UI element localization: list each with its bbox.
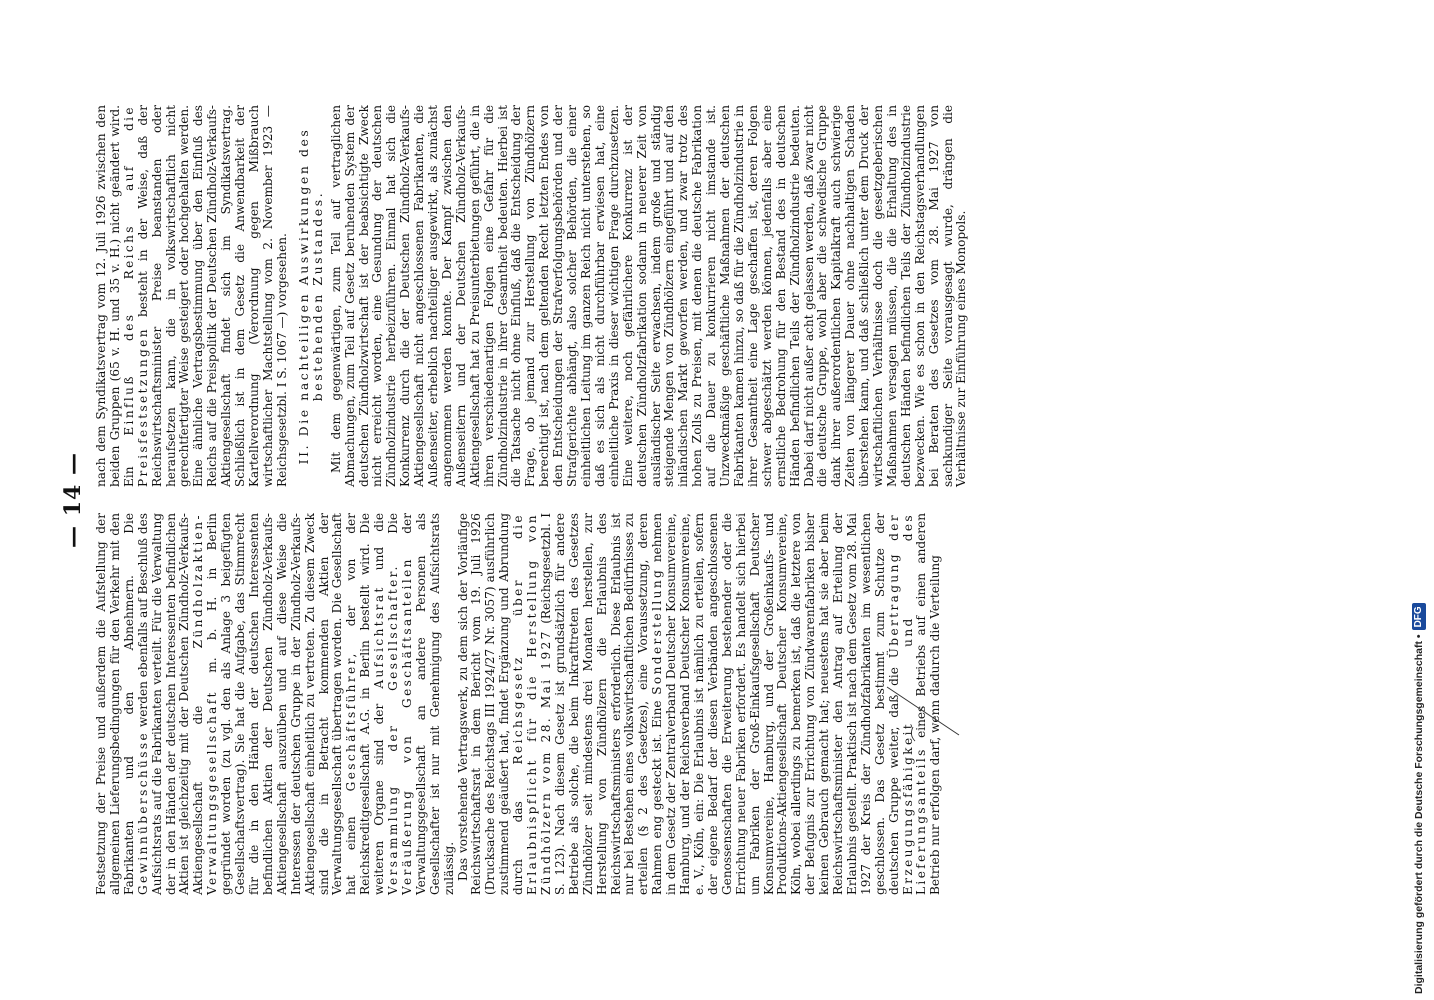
text-run: werden ebenfalls auf Beschluß des Aufsichtsrats auf die Fabrikanten verteilt. Für die Verwaltung der in den Händen der deutschen Interessenten befindlichen Aktien ist gleichzeitig mit der Deutschen Zündholz-Verkaufs-Aktiengesellschaft die (135, 513, 206, 895)
left-column (95, 513, 943, 895)
page-number: — 14 — (60, 452, 86, 548)
text-run: nehmen in dem Gesetz der Zentralverband Deutscher Konsumvereine, Hamburg, und der Reichsverband Deutscher Konsumvereine, e. V., Köln, ein: Die Erlaubnis ist nämlich zu erteilen, sofern der eigene Bedarf der diesen Verbänden angeschlossenen Genossenschaften die Erweiterung bestehender oder die Errichtung neuer Fabriken erfordert. Es handelt sich hierbei um Fabriken der Groß-Einkaufsgesellschaft Deutscher Konsumvereine, Hamburg, und der Großeinkaufs- und Produktions-Aktiengesellschaft Deutscher Konsumvereine, Köln, wobei allerdings zu bemerken ist, daß die letztere von der Befugnis zur Errichtung von Zündwarenfabriken bisher keinen Gebrauch gemacht hat; neuestens hat sie aber beim Reichswirtschaftsminister den Antrag auf Erteilung der Erlaubnis gestellt. Praktisch ist nach dem Gesetz vom 28. Mai 1927 der Kreis der Zündholzfabrikanten im wesentlichen geschlossen. Das Gesetz bestimmt zum Schutze der deutschen Gruppe weiter, daß die (650, 513, 901, 895)
text-run: Festsetzung der Preise und außerdem die Aufstellung der allgemeinen Lieferungsbedingungen für den Verkehr mit den Fabrikanten und den Abnehmern. Die (94, 513, 136, 895)
text-run: m. b. H. in Berlin gegründet worden (zu vgl. den als Anlage 3 beigefügten Gesellschaftsvertrag). Sie hat die Aufgabe, das Stimmrecht für die in den Händen der deutschen Interessenten befindlichen Aktien der Deutschen Zündholz-Verkaufs-Aktiengesellschaft auszuüben und auf diese Weise die Interessen der deutschen Gruppe in der Zündholz-Verkaufs-Aktiengesellschaft einheitlich zu vertreten. Zu diesem Zweck sind die in Betracht kommenden Aktien der Verwaltungsgesellschaft übertragen worden. Die Gesellschaft hat einen (205, 513, 359, 895)
left-paragraph-2 (457, 513, 944, 895)
right-paragraph-2: Mit dem gegenwärtigen, zum Teil auf vertraglichen Abmachungen, zum Teil auf Gesetz beruhenden System der deutschen Zündholzwirtschaft ist der beabsichtigte Zweck nicht erreicht worden, eine Gesundung der deutschen Zündholzindustrie herbeizuführen. Einmal hat sich die Konkurrenz durch die der Deutschen Zündholz-Verkaufs-Aktiengesellschaft nicht angeschlossenen Fabrikanten, die Außenseiter, erheblich nachteiliger ausgewirkt, als zunächst angenommen werden konnte. Der Kampf zwischen den Außenseitern und der Deutschen Zündholz-Verkaufs-Aktiengesellschaft hat zu Preisunterbietungen geführt, die in ihren verschiedenartigen Folgen eine Gefahr für die Zündholzindustrie in ihrer Gesamtheit bedeuten. Hierbei ist die Tatsache nicht ohne Einfluß, daß die Entscheidung der Frage, ob jemand zur Herstellung von Zündhölzern berechtigt ist, nach dem geltenden Recht letzten Endes von den Entscheidungen der Strafverfolgungsbehörden und der Strafgerichte abhängt, also solcher Behörden, die einer einheitlichen Leitung im ganzen Reich nicht unterstehen, so daß es sich als nicht durchführbar erwiesen hat, eine einheitliche Praxis in dieser wichtigen Frage durchzusetzen. Eine weitere, noch gefährlichere Konkurrenz ist der deutschen Zündholzfabrikation sodann in neuerer Zeit von ausländischer Seite erwachsen, indem große und ständig steigende Mengen von Zündhölzern eingeführt und auf den inländischen Markt geworfen werden, und zwar trotz des hohen Zolls zu Preisen, mit denen die deutsche Fabrikation auf die Dauer zu konkurrieren nicht imstande ist. Unzweckmäßige geschäftliche Maßnahmen der deutschen Fabrikanten kamen hinzu, so daß für die Zündholzindustrie in ihrer Gesamtheit eine Lage geschaffen ist, deren Folgen schwer abgeschätzt werden können, jedenfalls aber eine ernstliche Bedrohung für den Bestand des in deutschen Händen befindlichen Teils der Zündholzindustrie bedeuten. Dabei darf nicht außer acht gelassen werden, daß zwar nicht die deutsche Gruppe, wohl aber die schwedische Gruppe dank ihrer außerordentlichen Kapitalkraft auch schwierige Zeiten von längerer Dauer ohne nachhaltigen Schaden überstehen kann, und daß schließlich unter dem Druck der wirtschaftlichen Verhältnisse doch die gesetzgeberischen Maßnahmen versagen müssen, die die Erhaltung des in deutschen Händen befindlichen Teils der Zündholzindustrie bezwecken. Wie es schon in den Reichstagsverhandlungen bei Beraten des Gesetzes vom 28. Mai 1927 von sachkundiger Seite vorausgesagt wurde, drängen die Verhältnisse zur Einführung eines Monopols. (328, 105, 969, 487)
section-heading-line-1: II. Die nachteiligen Auswirkungen des (295, 127, 311, 465)
spaced-term: Gewinnüberschüsse (135, 730, 150, 895)
text-run: der von der Reichskreditgesellschaft A.G. in Berlin bestellt wird. Die weiteren Organe sind der (344, 513, 387, 895)
digitization-credit (1408, 8, 1430, 998)
text-run: und die (372, 513, 387, 571)
credit-text: Digitalisierung gefördert durch die Deutsche Forschungsgemeinschaft • (1413, 634, 1425, 994)
spaced-term: Veräußerung von Geschäftsanteilen (399, 557, 414, 895)
spaced-term: Zündholzaktien-Verwaltungsgesellschaft (191, 513, 220, 895)
text-run: (Reichsgesetzbl. I S. 123). Nach diesem Gesetz ist grundsätzlich für andere Betriebe als solche, die beim Inkrafttreten des Gesetzes Zündhölzer seit mindestens drei Monaten herstellen, zur Herstellung von Zündhölzern die Erlaubnis des Reichswirtschaftsministers erforderlich. Diese Erlaubnis ist nur bei Bestehen eines volkswirtschaftlichen Bedürfnisses zu erteilen (§ 2 des Gesetzes), eine Voraussetzung, deren Rahmen eng gesteckt ist. Eine (539, 513, 665, 895)
text-run: besteht in der Weise, daß der Reichswirtschaftsminister Preise beanstanden oder heraufsetzen kann, die in volkswirtschaftlich nicht gerechtfertigter Weise gesteigert oder hochgehalten werden. Eine ähnliche Vertragsbestimmung über den Einfluß des Reichs auf die Preispolitik der Deutschen Zündholz-Verkaufs-Aktiengesellschaft findet sich im Syndikatsvertrag. Schließlich ist in dem Gesetz die Anwendbarkeit der Kartellverordnung (Verordnung gegen Mißbrauch wirtschaftlicher Machtstellung vom 2. November 1923 — Reichsgesetzbl. I S. 1067 —) vorgesehen. (135, 105, 289, 487)
pencil-mark (885, 685, 965, 745)
text-run: Die (386, 513, 401, 534)
spaced-term: Versammlung der Gesellschafter. (386, 564, 401, 895)
left-paragraph-1 (95, 513, 457, 895)
right-paragraph-1 (95, 105, 290, 487)
spaced-term: Übertragung der Erzeugungsfähigkeit und des Lieferungsanteils (886, 513, 929, 895)
spaced-term: Einfluß des Reichs auf die Preisfestsetzungen (121, 105, 150, 487)
right-column (95, 105, 969, 487)
spaced-term: Reichsgesetz über die Erlaubnispflicht für die Herstellung von Zündhölzern vom 28. Mai 1927 (511, 513, 553, 895)
spaced-term: Geschäftsführer, (344, 651, 359, 792)
text-run: nach dem Syndikatsvertrag vom 12. Juli 1926 zwischen den beiden Gruppen (65 v. H. und 35 v. H.) nicht geändert wird. Ein (94, 105, 136, 487)
spaced-term: Aufsichtsrat (372, 585, 387, 689)
text-run: Das vorstehende Vertragswerk, zu dem sich der Vorläufige Reichswirtschaftsrat in dem Bericht vom 19. Juli 1926 (Drucksache des Reichstags III 1924/27 Nr. 3057) ausführlich zustimmend geäußert hat, findet Ergänzung und Abrundung durch das (455, 513, 526, 895)
dfg-logo: DFG (1412, 603, 1426, 630)
text-run: der Verwaltungsgesellschaft an andere Personen als Gesellschafter ist nur mit Genehmigung des Aufsichtsrats zulässig. (399, 513, 456, 895)
section-heading-line-2: bestehenden Zustandes. (309, 190, 325, 402)
spaced-term: Sonderstellung (650, 567, 665, 695)
text-run: eines Betriebs auf einen anderen Betrieb nur erfolgen darf, wenn dadurch die Verteilung (914, 513, 943, 895)
section-heading (297, 105, 325, 487)
